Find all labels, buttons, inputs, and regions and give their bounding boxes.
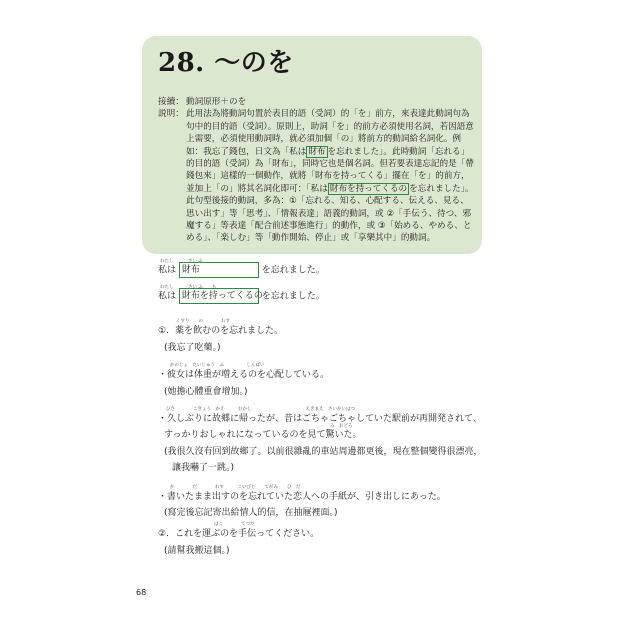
explanation-label: 説明： — [158, 109, 184, 120]
connection-label: 接續： — [158, 97, 184, 107]
furigana: ひさ こきょう かえ むかし えきまえ さいかいはつ — [166, 407, 355, 412]
sentence-3-line-2: すっかりおしゃれになっているのを見て驚いた。 — [164, 430, 362, 440]
explanation-row — [158, 108, 476, 244]
furigana: わたし — [160, 259, 174, 264]
explanation-part1: 此用法為將動詞句置於表目的語（受詞）的「を」前方，來表達此動詞句為句中的目的語（受詞）。原則上，助詞「を」的前方必須使用名詞，若因語意上需要，必須使用動詞時，就必須加個「の」將前方的動詞給名詞化。例如：我忘了錢包，日文為「私は — [186, 109, 474, 157]
furigana: さい ふ — [188, 259, 203, 264]
example-subject: 私は — [158, 265, 177, 276]
example-boxed-word: 財布 — [179, 262, 259, 278]
translation-5: (請幫我搬這個。) — [164, 546, 230, 556]
translation-4: (寫完後忘記寄出給情人的信，在抽屜裡面。) — [164, 508, 338, 518]
explanation-part2: を忘れました」。此時動詞「忘れる」的目的語（受詞）為「財布」，同時它也是個名詞。但若要表達忘記的是「帶錢包來」這樣的一個動作，就將「財布を持ってくる」擺在「を」的前方，並加上「の」將其名詞化即可：「私は — [186, 146, 474, 194]
furigana: かのじょ たいじゅう ふ しんぱい — [170, 363, 265, 368]
example-sentence-2 — [158, 288, 325, 304]
connection-text: 動詞原形＋のを — [186, 97, 247, 107]
explanation-block — [158, 96, 476, 245]
connection-row — [158, 96, 476, 108]
sentence-5: ②．これを運ぶのを手伝ってください。 — [158, 529, 320, 539]
translation-2: (她擔心體重會增加。) — [164, 387, 248, 397]
sentence-1: ①．薬を飲むのを忘れました。 — [158, 326, 284, 336]
furigana: はこ てつだ — [214, 522, 255, 527]
page-number: 68 — [136, 588, 147, 597]
furigana: か だ わす こいびと てがみ ひ だ — [170, 485, 301, 490]
explanation-part3: を忘れました」。此句型後接的動詞，多為：①「忘れる、知る、心配する、伝える、見る、思い出す」等「思考」、「情報表達」語義的動詞，或 ②「手伝う、待つ、邪魔する」等表達「配合前述事態進行」的動作，或 ③「始める、やめる、とめる」、「楽しむ」等「動作開始、停止」或「享樂其中」的動詞。 — [186, 183, 474, 244]
explanation-text — [186, 108, 476, 244]
example-subject: 私は — [158, 291, 177, 302]
translation-1: (我忘了吃藥。) — [164, 343, 221, 353]
furigana: わたし — [160, 285, 174, 290]
sentence-2: ・彼女は体重が増えるのを心配している。 — [158, 370, 330, 380]
example-rest: を忘れました。 — [261, 291, 325, 302]
example-sentence-1 — [158, 262, 325, 278]
explanation-boxed-word-2: 財布を持ってくるの — [329, 183, 408, 194]
example-boxed-phrase: 財布を持ってくるの — [179, 288, 259, 304]
translation-3-line-2: 讓我嚇了一跳。) — [172, 463, 235, 473]
furigana: くすり の わす — [176, 319, 230, 324]
section-title: 28. ～のを — [158, 48, 294, 78]
sentence-4: ・書いたまま出すのを忘れていた恋人への手紙が、引き出しにあった。 — [158, 492, 446, 502]
sentence-3-line-1: ・久しぶりに故郷に帰ったが、昔はごちゃごちゃしていた駅前が再開発されて、 — [158, 414, 482, 424]
furigana: さい ふ も — [188, 285, 217, 290]
translation-3-line-1: (我很久沒有回到故鄉了。以前很雜亂的車站周邊都更後，現在整個變得很漂亮， — [164, 447, 483, 457]
furigana: み おどろ — [330, 424, 353, 429]
explanation-boxed-word-1: 財布 — [308, 146, 326, 157]
example-rest: を忘れました。 — [261, 265, 325, 276]
